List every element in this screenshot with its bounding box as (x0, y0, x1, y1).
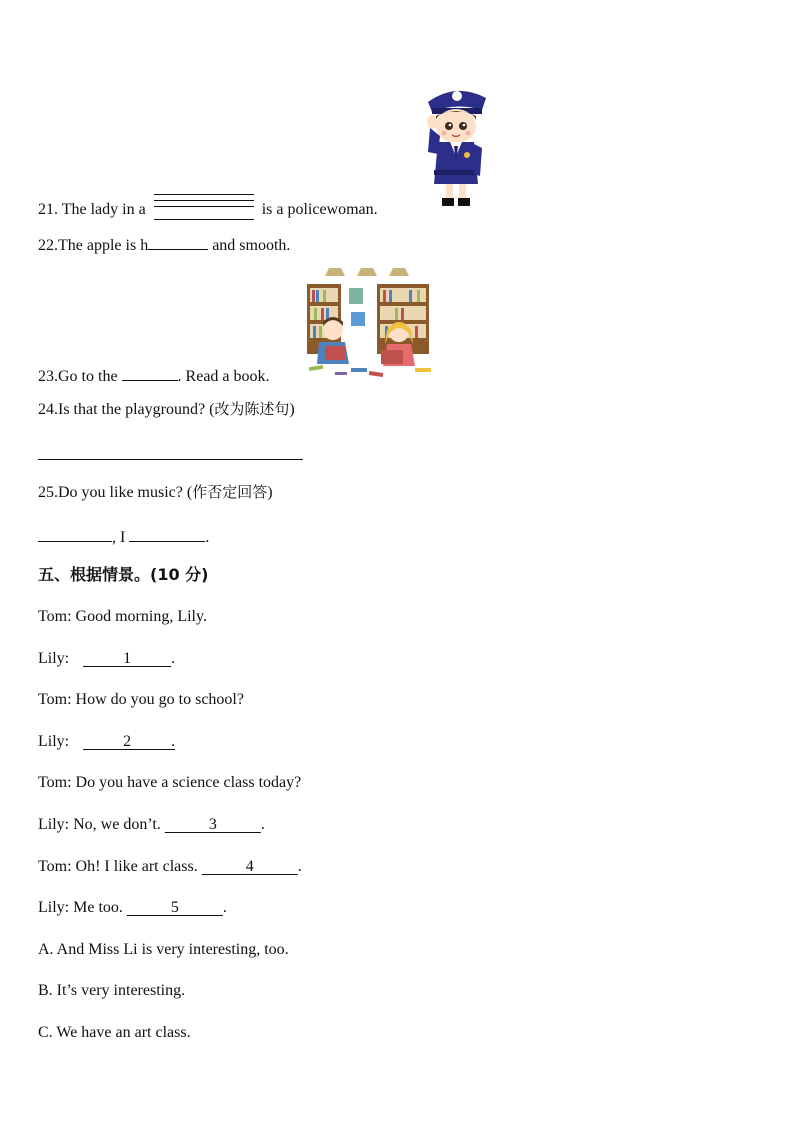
question-25 (38, 482, 273, 503)
answer-blank-2[interactable] (129, 525, 205, 542)
punct: . (171, 733, 176, 750)
question-text: . The lady in a (54, 201, 146, 218)
answer-25 (38, 525, 209, 548)
speaker: Lily: (38, 816, 70, 833)
dialogue-text: Me too. (73, 899, 123, 916)
paren-close: ) (289, 401, 295, 418)
speaker: Tom: (38, 608, 72, 625)
question-number: 21 (38, 201, 54, 218)
dialogue-line-4 (38, 732, 175, 752)
blank-number: 4 (245, 858, 254, 875)
dialogue-text: How do you go to school? (75, 691, 244, 708)
answer-line-24[interactable] (38, 459, 303, 460)
blank-number: 3 (208, 816, 217, 833)
dialogue-line-7 (38, 857, 302, 877)
blank-number: 1 (123, 650, 132, 667)
question-text: 22.The apple is h (38, 237, 149, 254)
answer-blank-1[interactable] (38, 525, 112, 542)
option-c: C. We have an art class. (38, 1024, 191, 1041)
instruction-text: 作否定回答 (192, 483, 268, 501)
instruction-text: 改为陈述句 (214, 400, 290, 418)
answer-text-mid: , I (112, 529, 126, 546)
question-23 (38, 364, 270, 387)
speaker: Tom: (38, 691, 72, 708)
dialogue-line-1 (38, 607, 207, 627)
option-a: A. And Miss Li is very interesting, too. (38, 941, 289, 958)
library-reading-illustration (305, 264, 437, 380)
speaker: Lily: (38, 733, 70, 750)
answer-text-end: . (205, 529, 210, 546)
option-b: B. It’s very interesting. (38, 982, 186, 999)
dialogue-line-8 (38, 898, 227, 918)
punct: . (222, 899, 227, 916)
question-text: 23.Go to the (38, 368, 118, 385)
question-text-end: is a policewoman. (261, 201, 378, 218)
answer-blank-2[interactable] (83, 733, 175, 750)
dialogue-text: No, we don’t. (73, 816, 161, 833)
blank-number: 5 (170, 899, 179, 916)
speaker: Tom: (38, 858, 72, 875)
speaker: Lily: (38, 899, 70, 916)
dialogue-text: Good morning, Lily. (75, 608, 207, 625)
question-21 (38, 194, 378, 220)
punct: . (297, 858, 302, 875)
question-text: 25.Do you like music? ( (38, 484, 193, 501)
question-22 (38, 233, 290, 256)
policewoman-illustration (420, 80, 492, 210)
question-24 (38, 399, 295, 420)
answer-blank[interactable] (148, 233, 208, 250)
speaker: Lily: (38, 650, 70, 667)
answer-blank-5[interactable] (127, 899, 223, 916)
dialogue-line-5 (38, 773, 301, 793)
speaker: Tom: (38, 774, 72, 791)
punct: . (260, 816, 265, 833)
answer-blank-4[interactable] (202, 858, 298, 875)
dialogue-line-3 (38, 690, 244, 710)
dialogue-line-2 (38, 649, 175, 669)
blank-number: 2 (123, 733, 132, 750)
dialogue-line-6 (38, 815, 265, 835)
paren-close: ) (267, 484, 273, 501)
question-text-end: . Read a book. (177, 368, 270, 385)
answer-blank-1[interactable] (83, 650, 171, 667)
question-text-end: and smooth. (212, 237, 291, 254)
punct: . (171, 650, 176, 667)
section-title: 五、根据情景。(10 分) (38, 565, 209, 584)
dialogue-text: Do you have a science class today? (75, 774, 302, 791)
dialogue-text: Oh! I like art class. (75, 858, 198, 875)
four-line-blank[interactable] (154, 194, 254, 220)
question-text: 24.Is that the playground? ( (38, 401, 215, 418)
answer-blank[interactable] (122, 364, 178, 381)
answer-blank-3[interactable] (165, 816, 261, 833)
